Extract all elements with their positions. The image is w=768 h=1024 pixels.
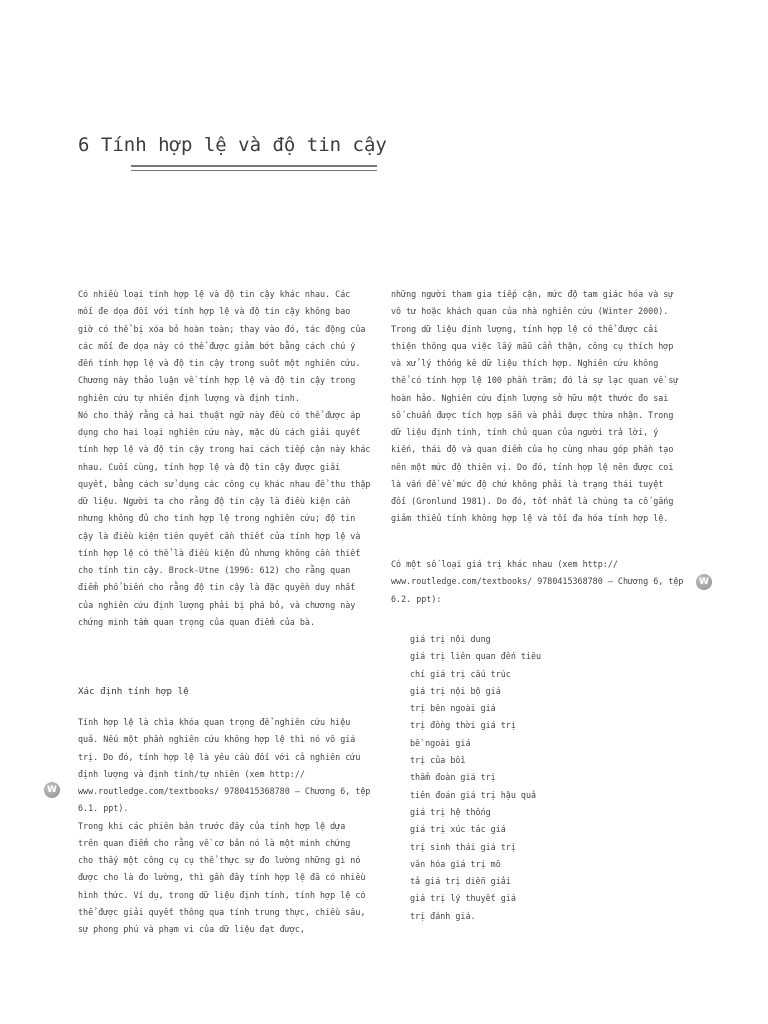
text-line: giờ có thể bị xóa bỏ hoàn toàn; thay vào đó, tác động của [78, 323, 366, 334]
text-line: 6.1. ppt). [78, 803, 129, 814]
text-line: dụng cho hai loại nghiên cứu này, mặc dù cách giải quyết [78, 427, 361, 437]
text-line: www.routledge.com/textbooks/ 9780415368780 – Chương 6, tệp [391, 576, 684, 587]
validity-type-item: văn hóa giá trị mô [410, 858, 501, 869]
validity-type-item: giá trị nội bộ giá [410, 685, 501, 696]
text-line: Trong khi các phiên bản trước đây của tính hợp lệ dựa [78, 820, 346, 831]
text-line: Có một số loại giá trị khác nhau (xem http:// [391, 559, 618, 569]
text-line: được cho là đo lường, thì gần đây tính hợp lệ đã có nhiều [78, 872, 366, 883]
text-line: thiện thông qua việc lấy mẫu cẩn thận, công cụ thích hợp [391, 340, 674, 351]
text-line: và xử lý thống kê dữ liệu thích hợp. Nghiên cứu không [391, 358, 659, 368]
text-line: dữ liệu định tính, tính chủ quan của người trả lời, ý [391, 427, 659, 437]
text-line: trên quan điểm cho rằng về cơ bản nó là một minh chứng [78, 837, 351, 848]
text-line: hoàn hảo. Nghiên cứu định lượng sở hữu một thước đo sai [391, 392, 669, 403]
text-line: quyết, bằng cách sử dụng các công cụ khác nhau để thu thập [78, 478, 371, 489]
text-line: cậy là điều kiện tiên quyết cần thiết của tính hợp lệ và [78, 530, 361, 541]
text-line: định lượng và định tính/tự nhiên (xem http:// [78, 768, 305, 779]
text-line: kiến, thái độ và quan điểm của họ cùng nhau góp phần tạo [391, 444, 674, 455]
text-line: nhưng không đủ cho tính hợp lệ trong nghiên cứu; độ tin [78, 513, 356, 524]
text-line: Chương này thảo luận về tính hợp lệ và độ tin cậy trong [78, 375, 356, 386]
text-line: cho tính tin cậy. Brock-Utne (1996: 612) cho rằng quan [78, 565, 351, 575]
text-line: những người tham gia tiếp cận, mức độ tam giác hóa và sự [391, 289, 674, 299]
validity-type-item: trị bên ngoài giá [410, 703, 496, 714]
validity-type-item: giá trị nội dung [410, 634, 491, 644]
validity-type-item: trị đồng thời giá trị [410, 720, 516, 731]
text-line: cho thấy một công cụ cụ thể thực sự đo lường những gì nó [78, 855, 361, 865]
validity-type-item: giá trị lý thuyết giá [410, 893, 516, 904]
validity-type-item: tiên đoán giá trị hậu quả [410, 789, 537, 800]
chapter-title: 6 Tính hợp lệ và độ tin cậy [78, 134, 387, 156]
web-resource-icon-left[interactable]: W [44, 782, 60, 798]
text-line: là vấn đề về mức độ chứ không phải là trạng thái tuyệt [391, 478, 664, 489]
validity-type-item: chí giá trị cấu trúc [410, 668, 511, 679]
left-section-paragraph [78, 714, 371, 938]
text-line: thể được giải quyết thông qua tính trung thực, chiều sâu, [78, 906, 366, 917]
text-line: tính hợp lệ có thể là điều kiện đủ nhưng không cần thiết [78, 547, 361, 558]
validity-type-item: trị sinh thái giá trị [410, 841, 516, 852]
validity-type-item: giá trị xúc tác giá [410, 824, 506, 835]
text-line: quả. Nếu một phần nghiên cứu không hợp lệ thì nó vô giá [78, 734, 356, 745]
right-reference-paragraph [391, 556, 684, 608]
text-line: giảm thiểu tính không hợp lệ và tối đa hóa tính hợp lệ. [391, 513, 669, 524]
text-line: Tính hợp lệ là chìa khóa quan trọng để nghiên cứu hiệu [78, 717, 351, 727]
text-line: hình thức. Ví dụ, trong dữ liệu định tính, tính hợp lệ có [78, 889, 366, 900]
text-line: nghiên cứu tự nhiên định lượng và định tính. [78, 392, 300, 403]
text-line: trị. Do đó, tính hợp lệ là yêu cầu đối với cả nghiên cứu [78, 751, 361, 762]
validity-type-item: thẩm đoàn giá trị [410, 772, 496, 783]
text-line: đối (Gronlund 1981). Do đó, tốt nhất là chúng ta cố gắng [391, 496, 674, 506]
text-line: điểm phổ biến cho rằng độ tin cậy là đặc quyền duy nhất [78, 582, 356, 593]
text-line: nhau. Cuối cùng, tính hợp lệ và độ tin cậy được giải [78, 461, 341, 472]
validity-type-item: trị đánh giá. [410, 910, 476, 921]
section-heading: Xác định tính hợp lệ [78, 686, 189, 697]
text-line: vô tư hoặc khách quan của nhà nghiên cứu (Winter 2000). [391, 306, 669, 317]
text-line: chứng minh tầm quan trọng của quan điểm của bà. [78, 616, 315, 627]
text-line: thể có tính hợp lệ 100 phần trăm; đó là sự lạc quan về sự [391, 375, 679, 386]
text-line: 6.2. ppt): [391, 593, 442, 604]
text-line: các mối đe dọa này có thể được giảm bớt bằng cách chú ý [78, 340, 356, 351]
text-line: dữ liệu. Người ta cho rằng độ tin cậy là điều kiện cần [78, 496, 351, 506]
validity-type-item: giá trị hệ thống [410, 806, 491, 817]
text-line: Có nhiều loại tính hợp lệ và độ tin cậy khác nhau. Các [78, 289, 351, 299]
validity-types-list [410, 631, 541, 925]
validity-type-item: trị của bồi [410, 755, 466, 766]
title-underline [131, 165, 377, 171]
text-line: nên một mức độ thiên vị. Do đó, tính hợp lệ nên được coi [391, 461, 674, 472]
right-intro-paragraph [391, 286, 681, 528]
text-line: của nghiên cứu định lượng phải bị phá bỏ, và chương này [78, 599, 356, 610]
text-line: Trong dữ liệu định lượng, tính hợp lệ có thể được cải [391, 323, 659, 334]
validity-type-item: bề ngoài giá [410, 737, 471, 748]
validity-type-item: tả giá trị diễn giải [410, 876, 511, 887]
text-line: đến tính hợp lệ và độ tin cậy trong suốt một nghiên cứu. [78, 358, 361, 368]
web-resource-icon-right[interactable]: W [696, 574, 712, 590]
text-line: mối đe dọa đối với tính hợp lệ và độ tin cậy không bao [78, 306, 351, 317]
left-intro-paragraph [78, 286, 371, 631]
text-line: tính hợp lệ và độ tin cậy trong hai cách tiếp cận này khác [78, 444, 371, 455]
validity-type-item: giá trị liên quan đến tiêu [410, 651, 542, 662]
text-line: sự phong phú và phạm vi của dữ liệu đạt được, [78, 924, 305, 934]
text-line: www.routledge.com/textbooks/ 9780415368780 – Chương 6, tệp [78, 786, 371, 796]
text-line: số chuẩn được tích hợp sẵn và phải được thừa nhận. Trong [391, 409, 674, 420]
text-line: Nó cho thấy rằng cả hai thuật ngữ này đều có thể được áp [78, 409, 361, 420]
